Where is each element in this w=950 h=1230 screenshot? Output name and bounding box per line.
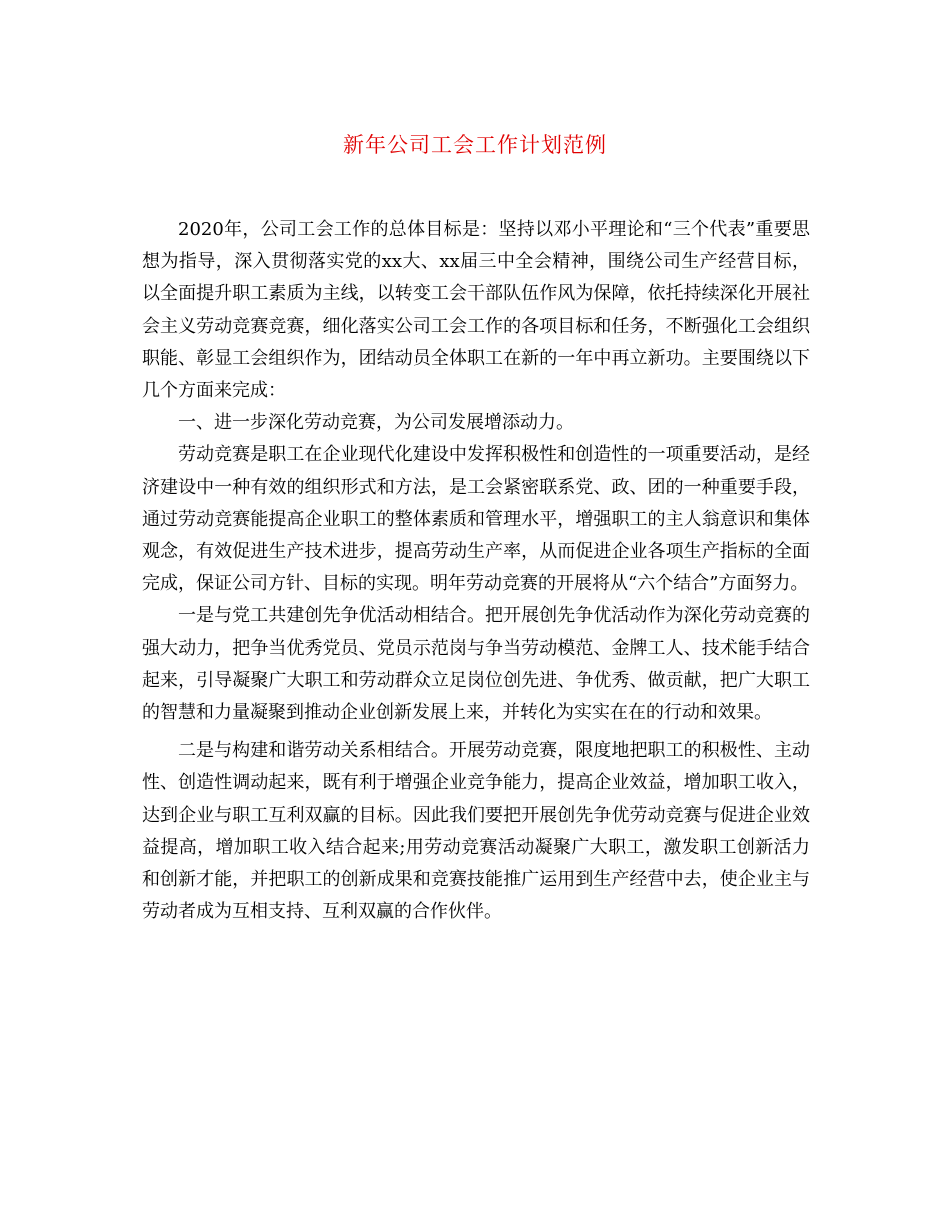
section-heading-labor-competition: 一、进一步深化劳动竞赛，为公司发展增添动力。 (178, 412, 574, 434)
paragraph-second-combination: 二是与构建和谐劳动关系相结合。开展劳动竞赛，限度地把职工的积极性、主动性、创造性调动起来，既有利于增强企业竞争能力，提高企业效益，增加职工收入，达到企业与职工互利双赢的目标。因此我们要把开展创先争优劳动竞赛与促进企业效益提高，增加职工收入结合起来;用劳动竞赛活动凝聚广大职工，激发职工创新活力和创新才能，并把职工的创新成果和竞赛技能推广运用到生产经营中去，使企业主与劳动者成为互相支持、互利双赢的合作伙伴。 (142, 740, 810, 923)
document-body (142, 214, 810, 928)
paragraph-overall-goal: 2020年，公司工会工作的总体目标是：坚持以邓小平理论和“三个代表”重要思想为指导，深入贯彻落实党的xx大、xx届三中全会精神，围绕公司生产经营目标，以全面提升职工素质为主线，以转变工会干部队伍作风为保障，依托持续深化开展社会主义劳动竞赛竞赛，细化落实公司工会工作的各项目标和任务，不断强化工会组织职能、彰显工会组织作为，团结动员全体职工在新的一年中再立新功。主要围绕以下几个方面来完成： (142, 219, 810, 402)
paragraph-labor-competition: 劳动竞赛是职工在企业现代化建设中发挥积极性和创造性的一项重要活动，是经济建设中一种有效的组织形式和方法，是工会紧密联系党、政、团的一种重要手段，通过劳动竞赛能提高企业职工的整体素质和管理水平，增强职工的主人翁意识和集体观念，有效促进生产技术进步，提高劳动生产率，从而促进企业各项生产指标的全面完成，保证公司方针、目标的实现。明年劳动竞赛的开展将从“六个结合”方面努力。 (142, 444, 810, 595)
document-title: 新年公司工会工作计划范例 (343, 133, 607, 157)
paragraph-first-combination: 一是与党工共建创先争优活动相结合。把开展创先争优活动作为深化劳动竞赛的强大动力，把争当优秀党员、党员示范岗与争当劳动模范、金牌工人、技术能手结合起来，引导凝聚广大职工和劳动群众立足岗位创先进、争优秀、做贡献，把广大职工的智慧和力量凝聚到推动企业创新发展上来，并转化为实实在在的行动和效果。 (142, 605, 810, 724)
